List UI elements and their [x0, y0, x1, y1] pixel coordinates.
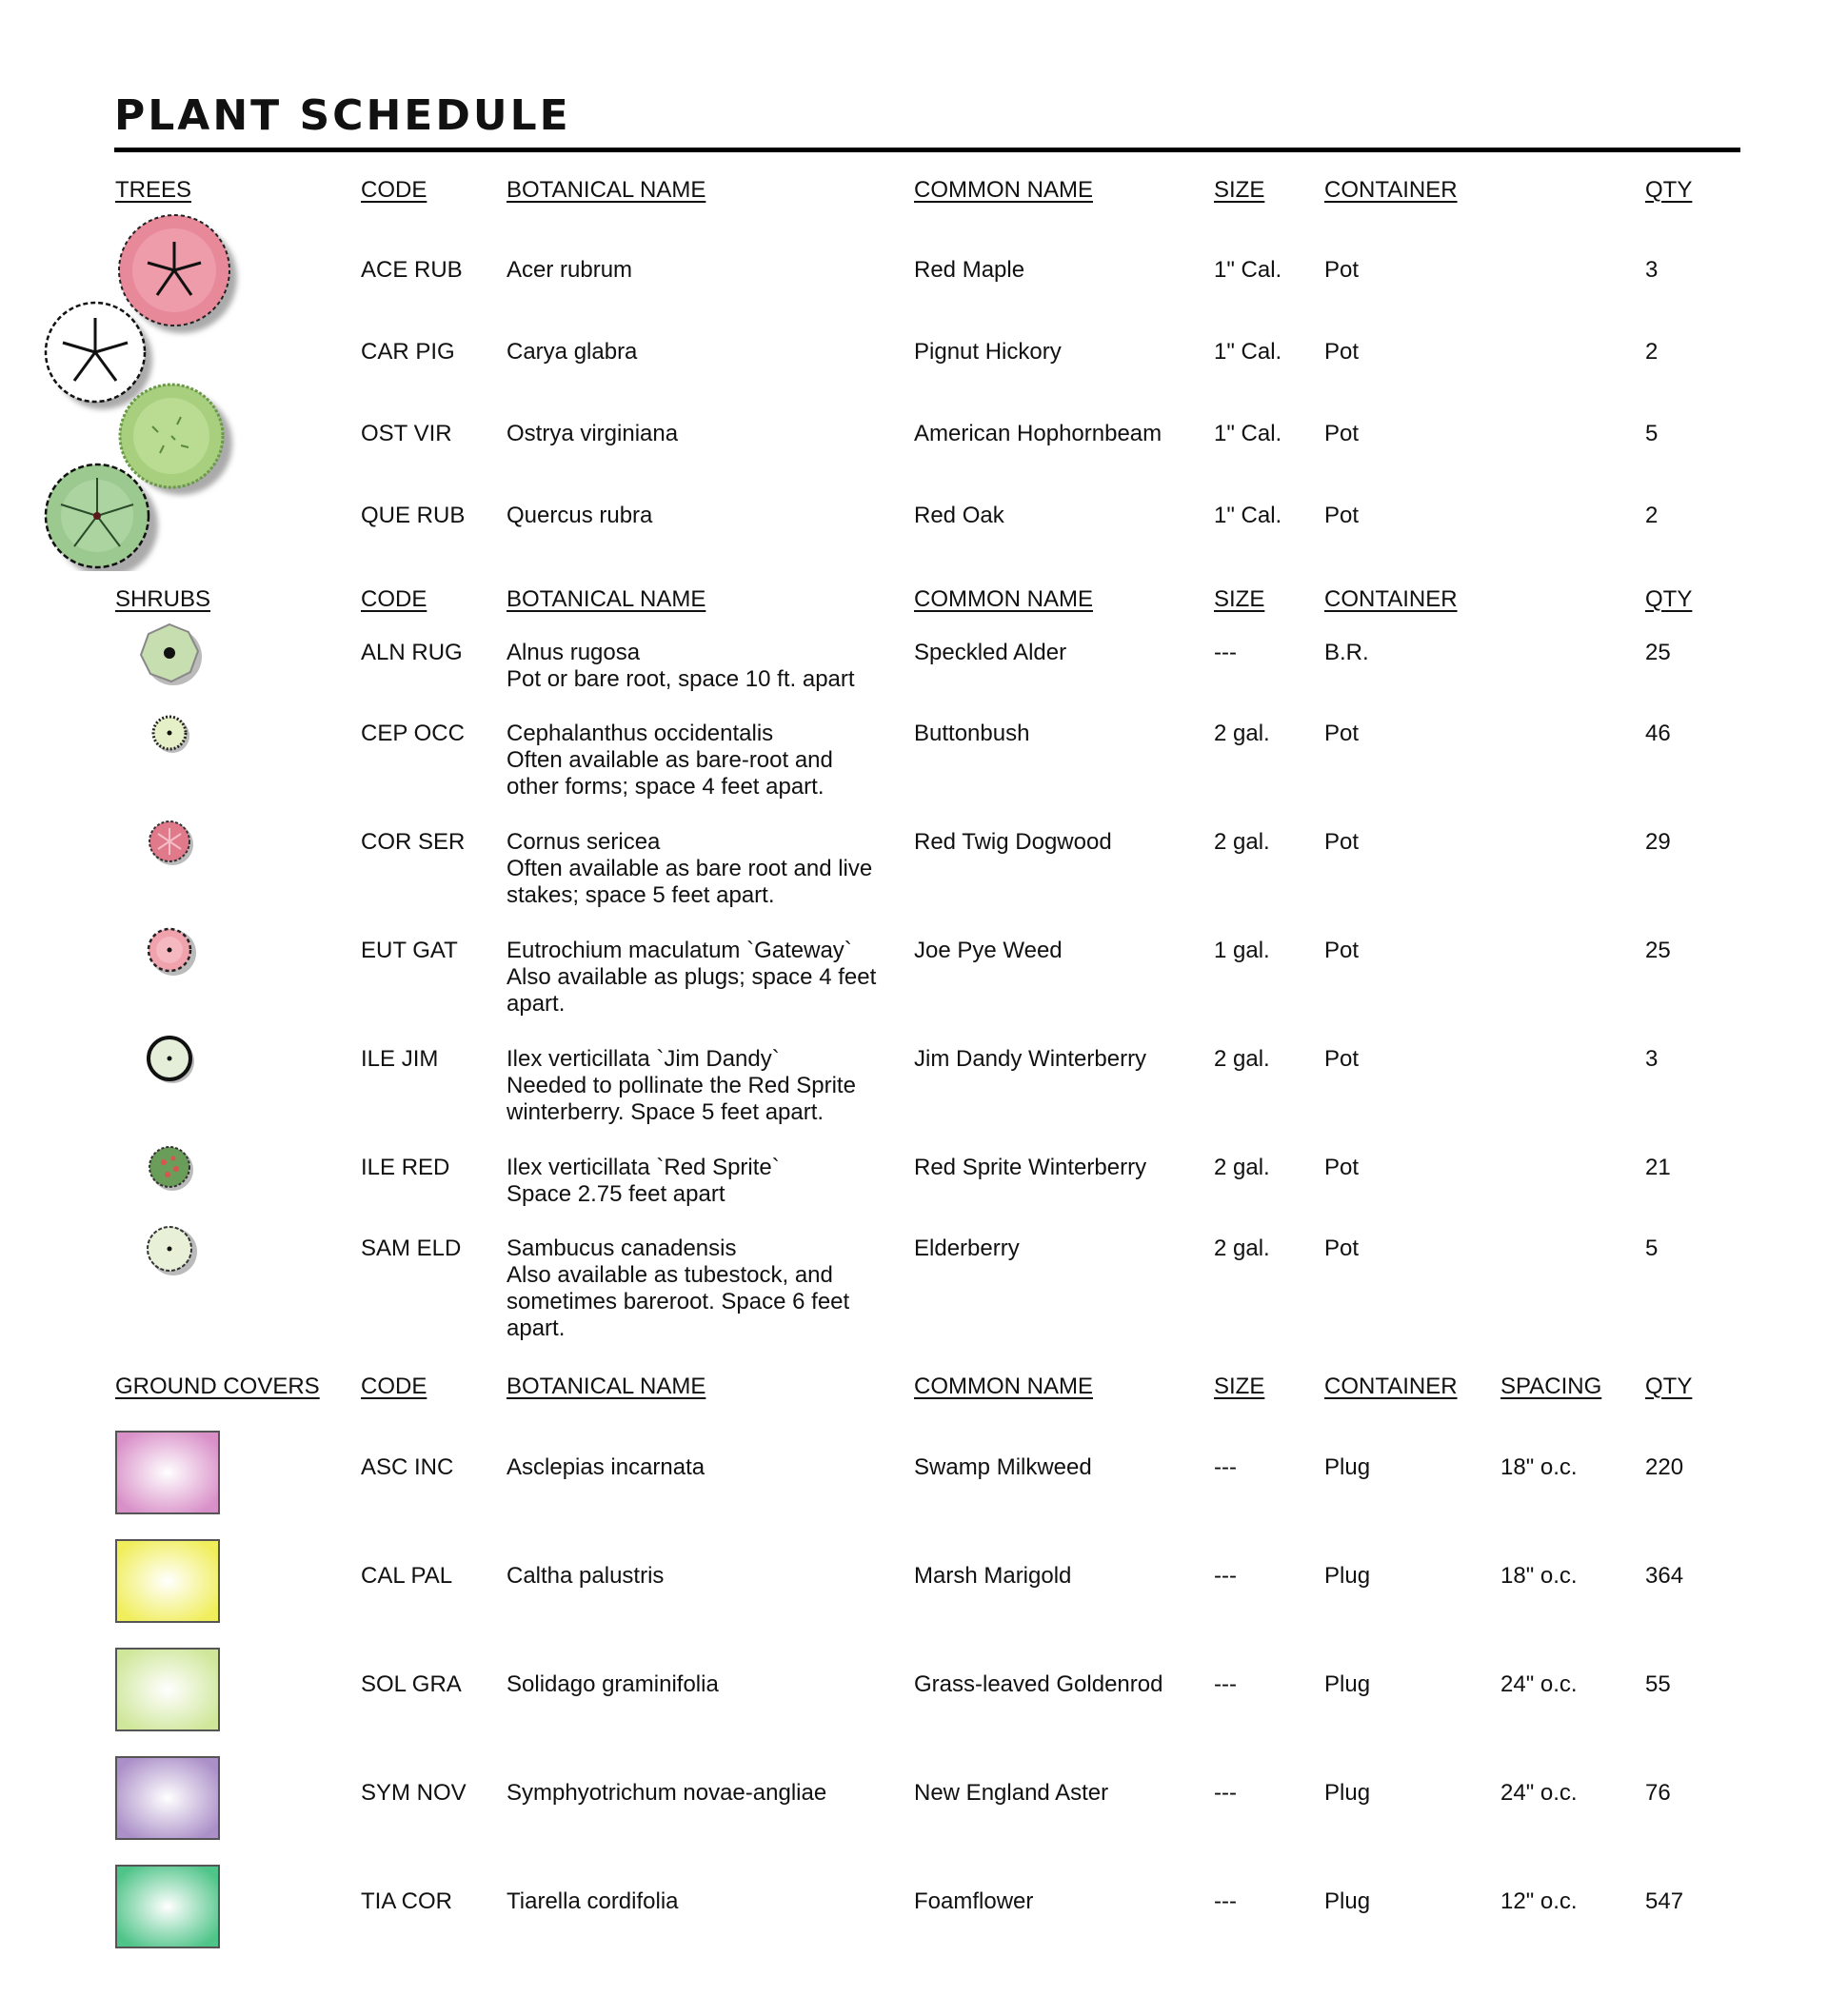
planting-note: Pot or bare root, space 10 ft. apart: [507, 666, 855, 692]
common-name: New England Aster: [914, 1780, 1109, 1806]
quantity: 2: [1645, 339, 1659, 365]
botanical-name: Sambucus canadensis: [507, 1235, 737, 1261]
botanical-name: Symphyotrichum novae-angliae: [507, 1780, 827, 1806]
plant-size: ---: [1214, 1454, 1237, 1480]
hophornbeam-tree-icon: [120, 385, 232, 495]
plant-code: SOL GRA: [361, 1671, 462, 1697]
container-type: Plug: [1324, 1780, 1371, 1806]
goldenrod-swatch: [115, 1648, 220, 1731]
plant-size: ---: [1214, 1671, 1237, 1697]
plant-spacing: 12" o.c.: [1500, 1888, 1578, 1914]
planting-note: Often available as bare root and live stakes; space 5 feet apart.: [507, 856, 873, 908]
common-name: Swamp Milkweed: [914, 1454, 1092, 1480]
botanical-name: Cornus sericea: [507, 829, 661, 855]
plant-size: ---: [1214, 1563, 1237, 1589]
plant-code: CEP OCC: [361, 721, 465, 746]
plant-code: SAM ELD: [361, 1235, 462, 1261]
botanical-cell: [507, 1235, 887, 1342]
quantity: 5: [1645, 421, 1659, 446]
common-name: Speckled Alder: [914, 640, 1067, 665]
common-name-header: COMMON NAME: [914, 1374, 1093, 1399]
common-name: Pignut Hickory: [914, 339, 1062, 365]
plant-size: ---: [1214, 1888, 1237, 1914]
joe-pye-weed-shrub-icon: [149, 929, 196, 976]
plant-code: ALN RUG: [361, 640, 463, 665]
plant-spacing: 24" o.c.: [1500, 1780, 1578, 1806]
botanical-name: Caltha palustris: [507, 1563, 665, 1589]
plant-code: ASC INC: [361, 1454, 454, 1480]
container-type: Plug: [1324, 1888, 1371, 1914]
botanical-name-header: BOTANICAL NAME: [507, 177, 706, 203]
quantity: 21: [1645, 1155, 1671, 1180]
quantity: 364: [1645, 1563, 1684, 1589]
container-type: B.R.: [1324, 640, 1369, 665]
red-twig-dogwood-shrub-icon: [149, 821, 193, 865]
common-name: Elderberry: [914, 1235, 1020, 1261]
common-name: Grass-leaved Goldenrod: [914, 1671, 1163, 1697]
planting-note: Also available as tubestock, and sometimes bareroot. Space 6 feet apart.: [507, 1262, 850, 1341]
quantity: 25: [1645, 640, 1671, 665]
plant-size: 2 gal.: [1214, 721, 1270, 746]
plant-code: COR SER: [361, 829, 466, 855]
quantity: 29: [1645, 829, 1671, 855]
plant-size: 2 gal.: [1214, 1155, 1270, 1180]
trees-category-header: TREES: [115, 177, 192, 203]
red-maple-tree-icon: [119, 215, 237, 333]
red-oak-tree-icon: [46, 464, 158, 571]
botanical-name: Carya glabra: [507, 339, 638, 365]
container-type: Pot: [1324, 721, 1360, 746]
botanical-name: Eutrochium maculatum `Gateway`: [507, 938, 852, 963]
container-type: Pot: [1324, 1046, 1360, 1072]
marsh-marigold-swatch: [115, 1539, 220, 1623]
container-type: Pot: [1324, 503, 1360, 528]
swamp-milkweed-swatch: [115, 1431, 220, 1514]
common-name: American Hophornbeam: [914, 421, 1162, 446]
buttonbush-shrub-icon: [153, 717, 189, 753]
botanical-cell: [507, 640, 887, 693]
title-rule: [114, 148, 1740, 152]
spacing-header: SPACING: [1500, 1374, 1602, 1399]
botanical-name-header: BOTANICAL NAME: [507, 586, 706, 612]
plant-code: QUE RUB: [361, 503, 466, 528]
foamflower-swatch: [115, 1865, 220, 1948]
plant-size: 1" Cal.: [1214, 503, 1282, 528]
tree-symbols: [29, 209, 248, 571]
qty-header: QTY: [1645, 1374, 1693, 1399]
botanical-name: Ilex verticillata `Red Sprite`: [507, 1155, 780, 1180]
botanical-name: Solidago graminifolia: [507, 1671, 719, 1697]
plant-code: CAL PAL: [361, 1563, 453, 1589]
red-sprite-winterberry-shrub-icon: [149, 1147, 193, 1191]
quantity: 547: [1645, 1888, 1684, 1914]
quantity: 46: [1645, 721, 1671, 746]
elderberry-shrub-icon: [148, 1227, 197, 1275]
botanical-cell: [507, 721, 887, 800]
plant-size: 2 gal.: [1214, 1235, 1270, 1261]
plant-size: ---: [1214, 640, 1237, 665]
planting-note: Often available as bare-root and other forms; space 4 feet apart.: [507, 747, 833, 800]
quantity: 3: [1645, 1046, 1659, 1072]
jim-dandy-winterberry-shrub-icon: [149, 1038, 194, 1083]
plant-code: EUT GAT: [361, 938, 458, 963]
container-type: Pot: [1324, 1235, 1360, 1261]
plant-code: CAR PIG: [361, 339, 455, 365]
qty-header: QTY: [1645, 586, 1693, 612]
quantity: 220: [1645, 1454, 1684, 1480]
container-type: Plug: [1324, 1454, 1371, 1480]
planting-note: Needed to pollinate the Red Sprite winterberry. Space 5 feet apart.: [507, 1073, 856, 1125]
container-header: CONTAINER: [1324, 1374, 1458, 1399]
container-type: Pot: [1324, 421, 1360, 446]
botanical-name-header: BOTANICAL NAME: [507, 1374, 706, 1399]
size-header: SIZE: [1214, 177, 1265, 203]
planting-note: Also available as plugs; space 4 feet apart.: [507, 964, 877, 1017]
common-name-header: COMMON NAME: [914, 586, 1093, 612]
shrub-symbols: [133, 619, 219, 1275]
plant-spacing: 24" o.c.: [1500, 1671, 1578, 1697]
plant-code: TIA COR: [361, 1888, 453, 1914]
common-name: Red Oak: [914, 503, 1004, 528]
container-type: Plug: [1324, 1671, 1371, 1697]
plant-code: ACE RUB: [361, 257, 463, 283]
container-type: Pot: [1324, 1155, 1360, 1180]
plant-size: 1" Cal.: [1214, 421, 1282, 446]
quantity: 5: [1645, 1235, 1659, 1261]
plant-size: 1" Cal.: [1214, 339, 1282, 365]
plant-code: SYM NOV: [361, 1780, 467, 1806]
common-name: Jim Dandy Winterberry: [914, 1046, 1147, 1072]
speckled-alder-shrub-icon: [141, 624, 202, 685]
container-header: CONTAINER: [1324, 177, 1458, 203]
common-name: Joe Pye Weed: [914, 938, 1063, 963]
botanical-name: Alnus rugosa: [507, 640, 641, 665]
botanical-cell: [507, 829, 887, 909]
plant-size: 1 gal.: [1214, 938, 1270, 963]
quantity: 2: [1645, 503, 1659, 528]
common-name: Red Sprite Winterberry: [914, 1155, 1147, 1180]
botanical-cell: [507, 1046, 887, 1126]
botanical-name: Tiarella cordifolia: [507, 1888, 679, 1914]
quantity: 3: [1645, 257, 1659, 283]
plant-size: 2 gal.: [1214, 829, 1270, 855]
qty-header: QTY: [1645, 177, 1693, 203]
size-header: SIZE: [1214, 1374, 1265, 1399]
plant-size: ---: [1214, 1780, 1237, 1806]
container-type: Plug: [1324, 1563, 1371, 1589]
botanical-name: Acer rubrum: [507, 257, 633, 283]
code-header: CODE: [361, 1374, 427, 1399]
quantity: 76: [1645, 1780, 1671, 1806]
common-name: Buttonbush: [914, 721, 1030, 746]
container-type: Pot: [1324, 257, 1360, 283]
plant-code: ILE RED: [361, 1155, 450, 1180]
plant-size: 1" Cal.: [1214, 257, 1282, 283]
page-title: PLANT SCHEDULE: [114, 91, 571, 140]
botanical-name: Cephalanthus occidentalis: [507, 721, 774, 746]
botanical-name: Asclepias incarnata: [507, 1454, 705, 1480]
quantity: 55: [1645, 1671, 1671, 1697]
code-header: CODE: [361, 586, 427, 612]
container-type: Pot: [1324, 938, 1360, 963]
botanical-name: Quercus rubra: [507, 503, 653, 528]
hickory-tree-icon: [46, 303, 152, 409]
plant-spacing: 18" o.c.: [1500, 1563, 1578, 1589]
common-name: Red Twig Dogwood: [914, 829, 1112, 855]
ground-covers-category-header: GROUND COVERS: [115, 1374, 320, 1399]
plant-code: ILE JIM: [361, 1046, 439, 1072]
common-name-header: COMMON NAME: [914, 177, 1093, 203]
botanical-name: Ilex verticillata `Jim Dandy`: [507, 1046, 780, 1072]
botanical-cell: [507, 1155, 887, 1208]
planting-note: Space 2.75 feet apart: [507, 1181, 725, 1207]
container-type: Pot: [1324, 339, 1360, 365]
container-type: Pot: [1324, 829, 1360, 855]
botanical-cell: [507, 938, 887, 1018]
shrubs-category-header: SHRUBS: [115, 586, 211, 612]
plant-code: OST VIR: [361, 421, 452, 446]
container-header: CONTAINER: [1324, 586, 1458, 612]
common-name: Foamflower: [914, 1888, 1034, 1914]
new-england-aster-swatch: [115, 1756, 220, 1840]
botanical-name: Ostrya virginiana: [507, 421, 679, 446]
code-header: CODE: [361, 177, 427, 203]
common-name: Red Maple: [914, 257, 1025, 283]
common-name: Marsh Marigold: [914, 1563, 1072, 1589]
size-header: SIZE: [1214, 586, 1265, 612]
plant-size: 2 gal.: [1214, 1046, 1270, 1072]
quantity: 25: [1645, 938, 1671, 963]
plant-spacing: 18" o.c.: [1500, 1454, 1578, 1480]
